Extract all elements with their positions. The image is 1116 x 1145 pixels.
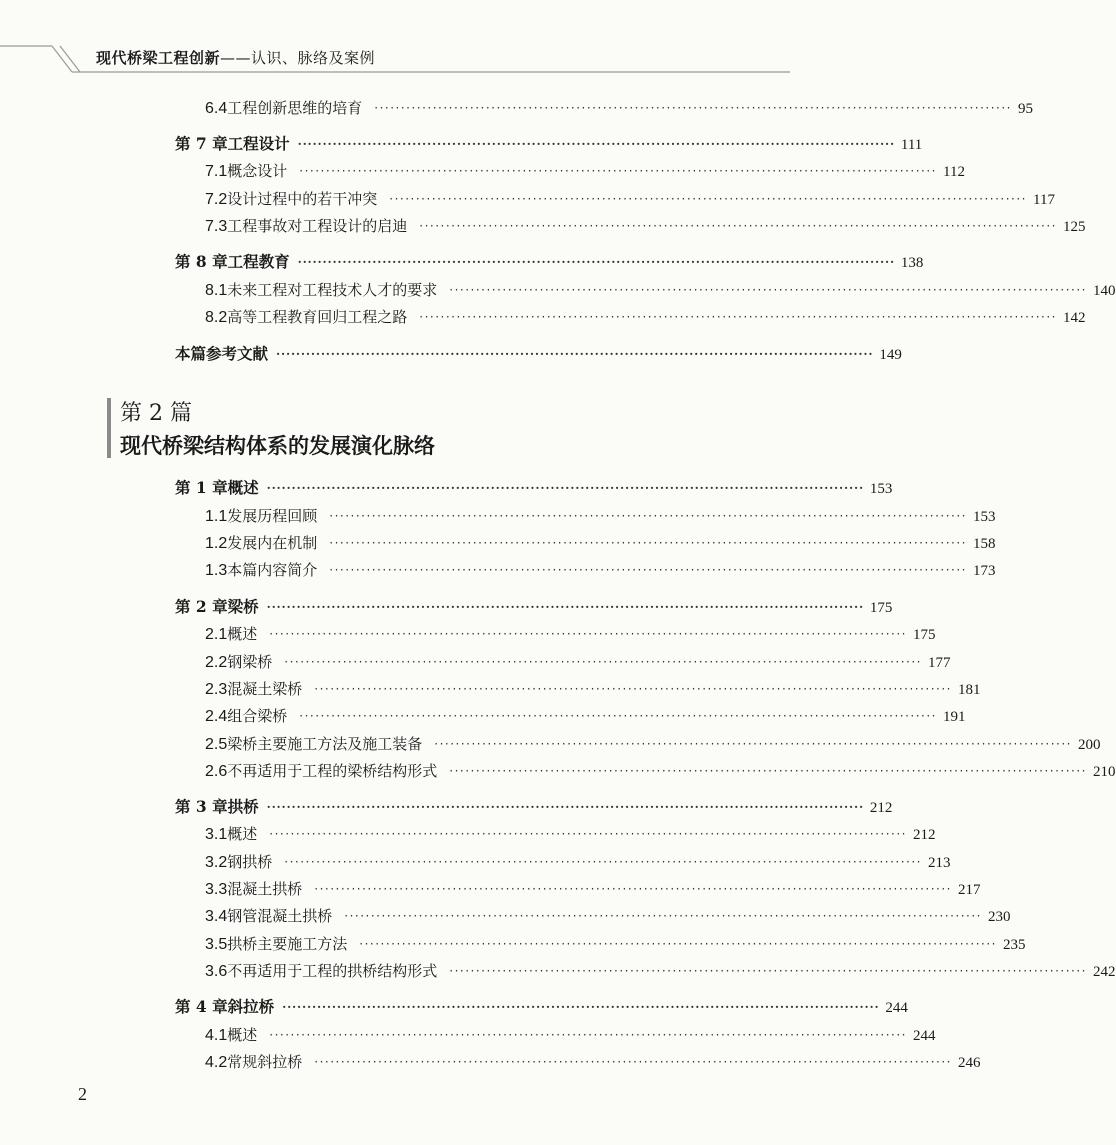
running-header-title: [96, 47, 375, 68]
toc-section-entry: [205, 646, 951, 672]
header-rule-graphic: [0, 0, 790, 80]
toc-section-entry: [205, 301, 1086, 327]
toc-entry-title: 概述: [227, 825, 258, 843]
running-header-book-title: 现代桥梁工程创新: [96, 49, 221, 67]
toc-entry-page: 175: [913, 627, 936, 643]
toc-dot-leader: ························································································································: [299, 709, 937, 723]
toc-dot-leader: ························································································································: [314, 1055, 952, 1069]
toc-entry-number: 7.2: [205, 191, 228, 208]
toc-entry-title: 未来工程对工程技术人才的要求: [227, 281, 438, 299]
toc-entry-number: 6.4: [205, 100, 228, 117]
toc-entry-title: 发展历程回顾: [227, 507, 318, 525]
toc-entry-title: 混凝土梁桥: [227, 680, 303, 698]
toc-entry-page: 173: [973, 563, 996, 579]
toc-dot-leader: ························································································································: [419, 310, 1057, 324]
toc-entry-title: 概述: [227, 478, 259, 497]
toc-entry-page: 138: [900, 255, 924, 271]
running-header-subtitle: ——认识、脉络及案例: [220, 49, 376, 67]
toc-section-entry: [205, 1046, 981, 1072]
toc-entry-page: 244: [913, 1028, 936, 1044]
toc-entry-title: 拱桥: [227, 797, 259, 816]
toc-entry-number: 3.2: [205, 854, 228, 871]
toc-entry-page: 95: [1018, 101, 1033, 117]
toc-dot-leader: ························································································································: [344, 909, 982, 923]
toc-entry-page: 246: [958, 1055, 981, 1071]
toc-dot-leader: ························································································································: [282, 1000, 880, 1014]
toc-entry-number: 8.2: [205, 309, 228, 326]
toc-dot-leader: ························································································································: [284, 855, 922, 869]
toc-dot-leader: ························································································································: [266, 800, 864, 814]
toc-dot-leader: ························································································································: [449, 283, 1087, 297]
toc-entry-title: 工程事故对工程设计的启迪: [227, 217, 408, 235]
toc-dot-leader: ························································································································: [299, 164, 937, 178]
toc-entry-page: 235: [1003, 937, 1026, 953]
toc-entry-page: 213: [928, 855, 951, 871]
toc-section-entry: [205, 618, 936, 644]
toc-entry-number: 第 4 章: [175, 997, 228, 1016]
toc-entry-page: 230: [988, 909, 1011, 925]
toc-dot-leader: ························································································································: [276, 347, 874, 361]
toc-entry-page: 217: [958, 882, 981, 898]
toc-section-entry: [205, 92, 1033, 118]
toc-entry-title: 本篇参考文献: [175, 344, 269, 363]
toc-entry-number: 7.1: [205, 163, 228, 180]
toc-entry-title: 钢拱桥: [227, 853, 273, 871]
toc-entry-number: 第 1 章: [175, 478, 228, 497]
toc-entry-page: 140: [1093, 283, 1116, 299]
toc-entry-title: 本篇内容简介: [227, 561, 318, 579]
toc-entry-number: 8.1: [205, 282, 228, 299]
toc-dot-leader: ························································································································: [449, 764, 1087, 778]
toc-entry-page: 210: [1093, 764, 1116, 780]
toc-section-entry: [205, 210, 1086, 236]
toc-entry-number: 2.4: [205, 708, 228, 725]
toc-section-entry: [205, 500, 996, 526]
toc-section-entry: [205, 900, 1011, 926]
toc-entry-number: 2.5: [205, 736, 228, 753]
toc-dot-leader: ························································································································: [266, 600, 864, 614]
toc-entry-page: 112: [943, 164, 965, 180]
toc-entry-title: 钢管混凝土拱桥: [227, 907, 333, 925]
toc-entry-number: 3.3: [205, 881, 228, 898]
toc-dot-leader: ························································································································: [329, 509, 967, 523]
toc-entry-page: 153: [973, 509, 996, 525]
toc-chapter-entry: [175, 128, 923, 154]
toc-entry-number: 第 7 章: [175, 134, 228, 153]
toc-chapter-entry: [175, 991, 908, 1017]
toc-dot-leader: ························································································································: [284, 655, 922, 669]
toc-dot-leader: ························································································································: [269, 827, 907, 841]
toc-section-entry: [205, 728, 1101, 754]
toc-section-entry: [205, 700, 966, 726]
toc-dot-leader: ························································································································: [269, 1028, 907, 1042]
toc-entry-page: 142: [1063, 310, 1086, 326]
toc-chapter-entry: [175, 246, 924, 272]
toc-entry-title: 混凝土拱桥: [227, 880, 303, 898]
toc-entry-title: 不再适用于工程的拱桥结构形式: [227, 962, 438, 980]
toc-dot-leader: ························································································································: [329, 563, 967, 577]
toc-entry-title: 梁桥主要施工方法及施工装备: [227, 735, 423, 753]
toc-entry-page: 212: [913, 827, 936, 843]
toc-dot-leader: ························································································································: [374, 101, 1012, 115]
toc-entry-title: 发展内在机制: [227, 534, 318, 552]
toc-entry-title: 斜拉桥: [227, 997, 275, 1016]
toc-entry-number: 2.1: [205, 626, 228, 643]
toc-section-entry: [205, 955, 1116, 981]
toc-dot-leader: ························································································································: [314, 682, 952, 696]
toc-entry-number: 3.1: [205, 826, 228, 843]
toc-section-entry: [205, 183, 1055, 209]
toc-entry-page: 242: [1093, 964, 1116, 980]
toc-entry-number: 第 3 章: [175, 797, 228, 816]
toc-entry-page: 153: [869, 481, 893, 497]
toc-entry-page: 125: [1063, 219, 1086, 235]
toc-entry-number: 2.3: [205, 681, 228, 698]
toc-section-entry: [205, 554, 996, 580]
toc-entry-title: 常规斜拉桥: [227, 1053, 303, 1071]
toc-dot-leader: ························································································································: [434, 737, 1072, 751]
toc-entry-number: 4.1: [205, 1027, 228, 1044]
toc-entry-number: 2.6: [205, 763, 228, 780]
toc-entry-page: 191: [943, 709, 966, 725]
toc-entry-page: 111: [900, 137, 923, 153]
toc-entry-page: 200: [1078, 737, 1101, 753]
toc-dot-leader: ························································································································: [359, 937, 997, 951]
page-number: 2: [78, 1084, 87, 1104]
toc-section-entry: [205, 873, 981, 899]
toc-entry-number: 4.2: [205, 1054, 228, 1071]
toc-entry-title: 组合梁桥: [227, 707, 288, 725]
toc-chapter-entry: [175, 791, 893, 817]
running-header: [0, 0, 790, 80]
toc-entry-number: 3.6: [205, 963, 228, 980]
toc-entry-page: 212: [869, 800, 893, 816]
toc-entry-number: 第 8 章: [175, 252, 228, 271]
toc-entry-number: 1.3: [205, 562, 228, 579]
toc-dot-leader: ························································································································: [449, 964, 1087, 978]
toc-section-entry: [205, 527, 996, 553]
toc-section-entry: [205, 155, 965, 181]
toc-entry-page: 175: [869, 600, 893, 616]
toc-entry-number: 第 2 章: [175, 597, 228, 616]
part-heading-title: 现代桥梁结构体系的发展演化脉络: [120, 434, 435, 458]
toc-entry-title: 不再适用于工程的梁桥结构形式: [227, 762, 438, 780]
toc-entry-number: 7.3: [205, 218, 228, 235]
toc-chapter-entry: [175, 338, 902, 364]
toc-entry-title: 设计过程中的若干冲突: [227, 190, 378, 208]
toc-section-entry: [205, 755, 1116, 781]
toc-dot-leader: ························································································································: [314, 882, 952, 896]
toc-entry-title: 拱桥主要施工方法: [227, 935, 348, 953]
toc-section-entry: [205, 274, 1116, 300]
toc-section-entry: [205, 928, 1026, 954]
toc-entry-number: 3.4: [205, 908, 228, 925]
toc-dot-leader: ························································································································: [297, 137, 895, 151]
toc-dot-leader: ························································································································: [297, 255, 895, 269]
toc-dot-leader: ························································································································: [329, 536, 967, 550]
toc-section-entry: [205, 818, 936, 844]
toc-entry-title: 概述: [227, 625, 258, 643]
part-heading-number: 第 2 篇: [120, 401, 192, 426]
toc-chapter-entry: [175, 591, 893, 617]
toc-entry-page: 244: [885, 1000, 908, 1016]
toc-dot-leader: ························································································································: [419, 219, 1057, 233]
toc-entry-title: 梁桥: [227, 597, 259, 616]
toc-entry-number: 3.5: [205, 936, 228, 953]
toc-entry-title: 概念设计: [227, 162, 288, 180]
toc-entry-number: 2.2: [205, 654, 228, 671]
toc-dot-leader: ························································································································: [389, 192, 1027, 206]
toc-entry-page: 149: [879, 347, 902, 363]
toc-dot-leader: ························································································································: [269, 627, 907, 641]
toc-entry-title: 工程教育: [227, 252, 290, 271]
toc-entry-title: 工程创新思维的培育: [227, 99, 363, 117]
toc-entry-number: 1.1: [205, 508, 228, 525]
toc-entry-number: 1.2: [205, 535, 228, 552]
toc-section-entry: [205, 673, 981, 699]
toc-section-entry: [205, 846, 951, 872]
toc-chapter-entry: [175, 472, 893, 498]
toc-section-entry: [205, 1019, 936, 1045]
toc-entry-page: 158: [973, 536, 996, 552]
toc-entry-title: 钢梁桥: [227, 653, 273, 671]
part-heading-bar: [107, 398, 111, 458]
toc-entry-title: 概述: [227, 1026, 258, 1044]
toc-entry-page: 117: [1033, 192, 1055, 208]
toc-entry-title: 高等工程教育回归工程之路: [227, 308, 408, 326]
toc-entry-page: 181: [958, 682, 981, 698]
toc-entry-page: 177: [928, 655, 951, 671]
toc-dot-leader: ························································································································: [266, 481, 864, 495]
toc-entry-title: 工程设计: [227, 134, 290, 153]
